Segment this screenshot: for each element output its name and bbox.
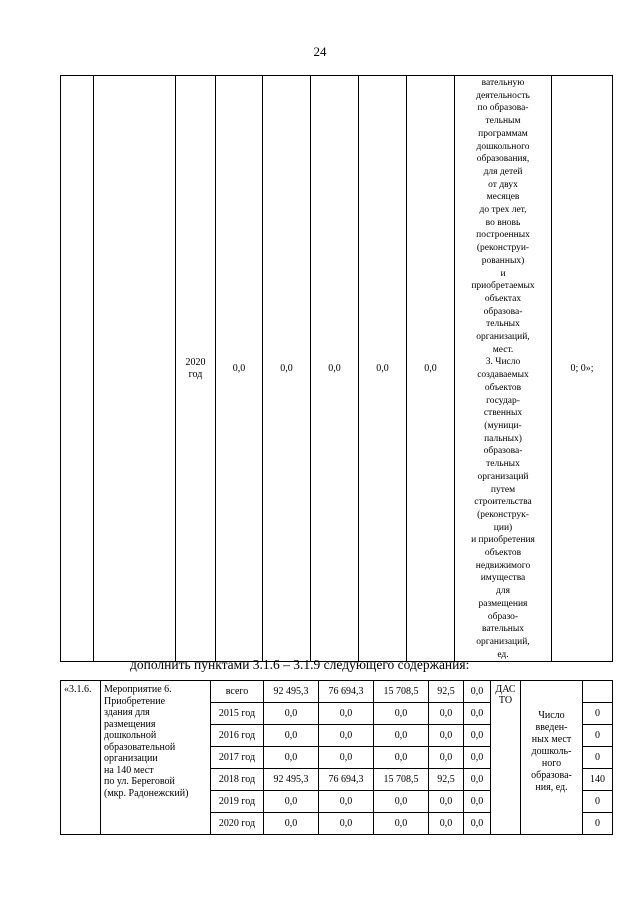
value-cell: 0,0 [374,703,429,725]
total-cell: 0,0 [264,725,319,747]
program-table-3-1-6 [60,680,613,835]
value-cell: 0,0 [374,791,429,813]
indicator-value: 0 [583,747,613,769]
indicator-value: 0 [583,725,613,747]
value-cell: 0,0 [429,747,464,769]
table-row [61,76,613,662]
value-cell: 0,0 [319,747,374,769]
period-cell: всего [211,681,264,703]
item-number: «3.1.6. [61,681,101,835]
year-cell: 2020 год [176,76,216,662]
indicator-value: 140 [583,769,613,791]
value-cell: 0,0 [263,76,311,662]
total-cell: 92 495,3 [264,681,319,703]
value-cell: 0,0 [429,791,464,813]
value-cell: 0,0 [319,813,374,835]
value-cell: 0,0 [407,76,455,662]
event-description: Мероприятие 6. Приобретение здания для размещения дошкольной образовательной организации на 140 мест по ул. Береговой (мкр. Радонежский) [101,681,211,835]
indicator-cell: Число введен- ных мест дошколь- ного образова- ния, ед. [521,681,583,835]
value-cell: 0,0 [374,725,429,747]
value-cell: 0,0 [464,813,491,835]
total-cell: 0,0 [264,747,319,769]
value-cell: 92,5 [429,681,464,703]
value-cell: 0,0 [319,725,374,747]
indicator-description: вательную деятельность по образова- тельным программам дошкольного образования, для детей от двух месяцев до трех лет, во вновь построенных (реконструи- рованных) и приобретаемых объектах образова- тельных организаций, мест. 3. Число создаваемых объектов государ- ственных (муници- пальных) образова- тельных организаций путем строительства (реконструк- ции) и приобретения объектов недвижимого имущества для размещения образо- вательных организаций, ед. [455,76,552,662]
period-cell: 2017 год [211,747,264,769]
value-cell: 0,0 [429,725,464,747]
value-cell: 0,0 [319,703,374,725]
value-cell: 0,0 [464,769,491,791]
period-cell: 2016 год [211,725,264,747]
value-cell: 15 708,5 [374,769,429,791]
indicator-value: 0 [583,791,613,813]
total-cell: 0,0 [264,813,319,835]
number-cell [61,76,94,662]
period-cell: 2019 год [211,791,264,813]
total-cell: 0,0 [264,703,319,725]
value-cell: 0,0 [374,813,429,835]
value-cell: 76 694,3 [319,769,374,791]
indicator-value: 0 [583,703,613,725]
period-cell: 2020 год [211,813,264,835]
value-cell: 92,5 [429,769,464,791]
value-cell: 15 708,5 [374,681,429,703]
value-cell: 0,0 [311,76,359,662]
indicator-values: 0; 0»; [552,76,613,662]
value-cell: 0,0 [464,725,491,747]
indicator-value: 0 [583,813,613,835]
continued-program-table [60,75,613,662]
event-cell [94,76,176,662]
indicator-value [583,681,613,703]
total-cell: 0,0 [264,791,319,813]
period-cell: 2018 год [211,769,264,791]
value-cell: 0,0 [429,703,464,725]
executor-cell: ДАС ТО [491,681,521,835]
page-number: 24 [313,44,327,59]
value-cell: 0,0 [216,76,263,662]
value-cell: 0,0 [464,747,491,769]
value-cell: 0,0 [464,703,491,725]
total-cell: 92 495,3 [264,769,319,791]
table-row [61,681,613,703]
value-cell: 0,0 [464,791,491,813]
value-cell: 0,0 [359,76,407,662]
value-cell: 0,0 [319,791,374,813]
value-cell: 0,0 [464,681,491,703]
value-cell: 76 694,3 [319,681,374,703]
period-cell: 2015 год [211,703,264,725]
value-cell: 0,0 [429,813,464,835]
amendment-text: дополнить пунктами 3.1.6 – 3.1.9 следующего содержания: [130,657,470,672]
value-cell: 0,0 [374,747,429,769]
